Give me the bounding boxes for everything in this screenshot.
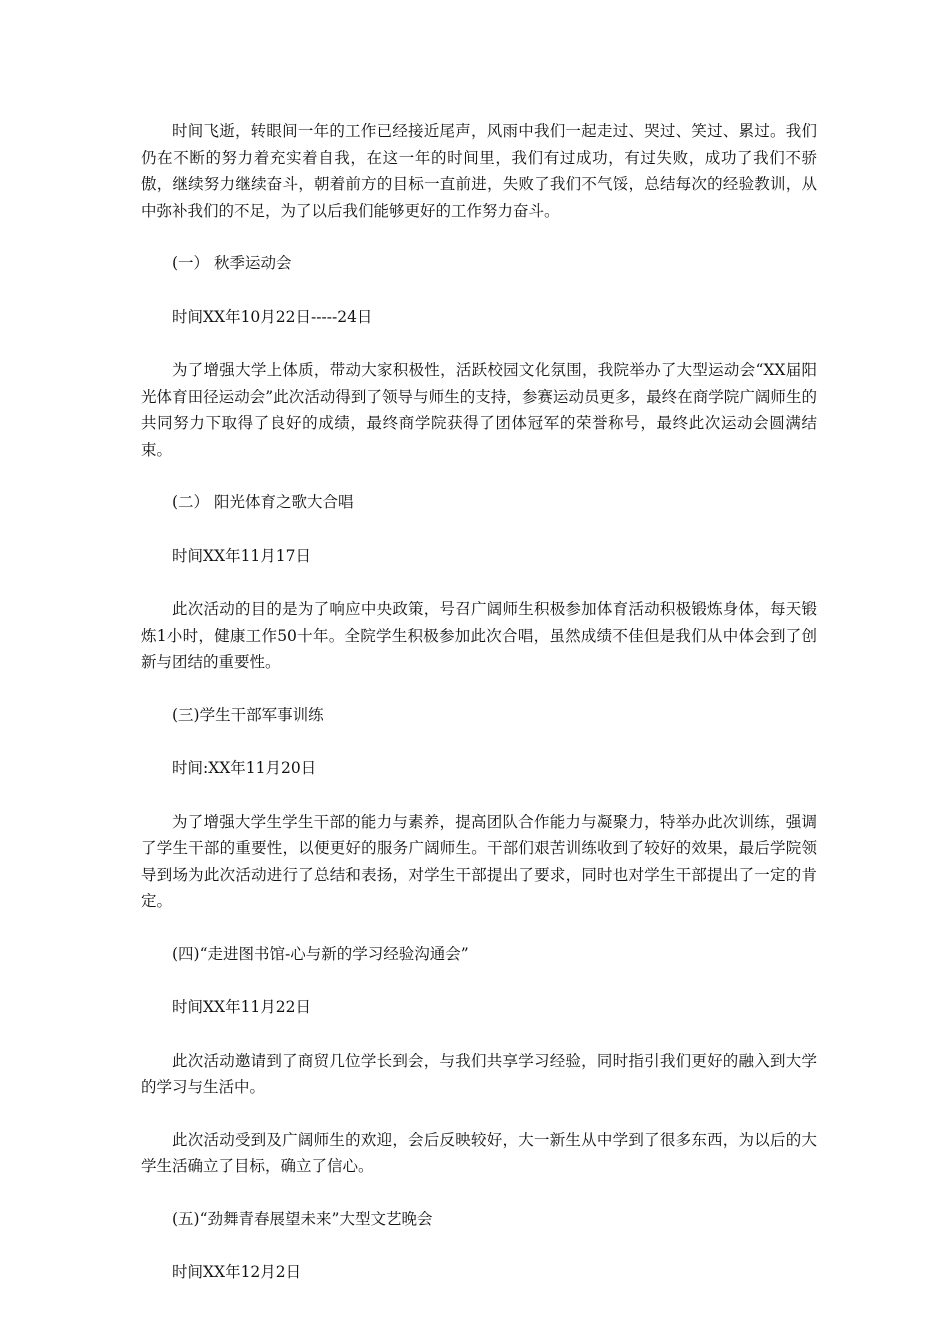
- section-1-title: (一） 秋季运动会: [172, 254, 292, 272]
- intro-paragraph: 时间飞逝，转眼间一年的工作已经接近尾声，风雨中我们一起走过、哭过、笑过、累过。我们仍在不断的努力着充实着自我，在这一年的时间里，我们有过成功，有过失败，成功了我们不骄傲，继续努力继续奋斗，朝着前方的目标一直前进，失败了我们不气馁，总结每次的经验教训，从中弥补我们的不足，为了以后我们能够更好的工作努力奋斗。: [141, 122, 817, 220]
- section-3-title: (三)学生干部军事训练: [172, 705, 324, 724]
- section-2-date: 时间XX年11月17日: [172, 546, 312, 565]
- section-4-paragraph-2: 此次活动受到及广阔师生的欢迎，会后反映较好，大一新生从中学到了很多东西，为以后的大学生活确立了目标，确立了信心。: [141, 1130, 817, 1175]
- section-1-paragraph: 为了增强大学上体质，带动大家积极性，活跃校园文化氛围，我院举办了大型运动会“XX届阳光体育田径运动会”此次活动得到了领导与师生的支持，参赛运动员更多，最终在商学院广阔师生的共同努力下取得了良好的成绩，最终商学院获得了团体冠军的荣誉称号，最终此次运动会圆满结束。: [141, 361, 817, 459]
- section-2-paragraph: 此次活动的目的是为了响应中央政策，号召广阔师生积极参加体育活动积极锻炼身体，每天锻炼1小时，健康工作50十年。全院学生积极参加此次合唱，虽然成绩不佳但是我们从中体会到了创新与团结的重要性。: [141, 600, 817, 671]
- section-4-title: (四)“走进图书馆-心与新的学习经验沟通会”: [172, 944, 469, 963]
- section-4-paragraph-1: 此次活动邀请到了商贸几位学长到会，与我们共享学习经验，同时指引我们更好的融入到大学的学习与生活中。: [141, 1051, 817, 1096]
- section-4-date: 时间XX年11月22日: [172, 998, 312, 1016]
- section-3-paragraph: 为了增强大学生学生干部的能力与素养，提高团队合作能力与凝聚力，特举办此次训练，强调了学生干部的重要性，以便更好的服务广阔师生。干部们艰苦训练收到了较好的效果，最后学院领导到场为此次活动进行了总结和表扬，对学生干部提出了要求，同时也对学生干部提出了一定的肯定。: [141, 812, 817, 910]
- section-5-date: 时间XX年12月2日: [172, 1263, 302, 1281]
- document-page: [141, 118, 817, 1286]
- section-5-title: (五)“劲舞青春展望未来”大型文艺晚会: [172, 1209, 433, 1228]
- section-2-title: (二） 阳光体育之歌大合唱: [172, 493, 354, 511]
- section-3-date: 时间:XX年11月20日: [172, 759, 317, 777]
- section-1-date: 时间XX年10月22日-----24日: [172, 307, 373, 326]
